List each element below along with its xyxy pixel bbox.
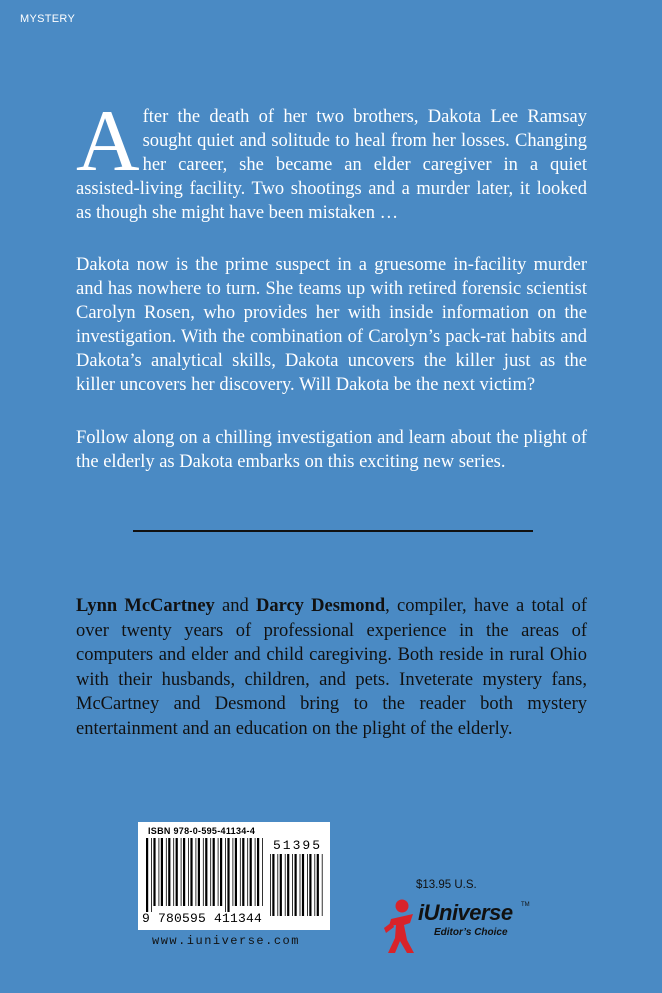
barcode-bar xyxy=(213,838,215,906)
barcode-bar xyxy=(153,838,155,906)
blurb-paragraph-3: Follow along on a chilling investigation and learn about the plight of the elderly as Dakota embarks on this exciting new series. xyxy=(76,428,587,472)
barcode-bar xyxy=(300,854,301,916)
barcode-bar xyxy=(247,838,248,906)
barcode-bar xyxy=(309,854,311,916)
barcode-bar xyxy=(210,838,211,906)
barcode-bar xyxy=(168,838,170,906)
bio-text: , compiler, have a total of over twenty years of professional experience in the areas of computers and elder and child caregiving. Both reside in rural Ohio with their husbands, children, and pets. Inveterate mystery fans, McCartney and Desmond bring to the reader both mystery entertainment and an education on the plight of the elderly. xyxy=(76,596,587,739)
barcode-bar xyxy=(181,838,182,906)
barcode-bar xyxy=(218,838,219,906)
publisher-tagline: Editor’s Choice xyxy=(434,927,508,938)
price-code-barcode xyxy=(270,854,324,916)
author-name-2: Darcy Desmond xyxy=(255,596,386,616)
price-label: $13.95 U.S. xyxy=(416,879,477,891)
barcode-bar xyxy=(242,838,244,906)
barcode-box xyxy=(138,822,330,930)
barcode-bar xyxy=(257,838,259,906)
barcode-bar xyxy=(285,854,286,916)
barcode-bar xyxy=(302,854,304,916)
barcode-bar xyxy=(151,838,152,912)
drop-cap: A xyxy=(76,93,140,190)
barcode-bar xyxy=(250,838,252,906)
section-divider xyxy=(133,530,533,532)
publisher-name: iUniverse xyxy=(418,900,513,925)
barcode-bar xyxy=(240,838,241,906)
barcode-bar xyxy=(220,838,222,906)
barcode-bar xyxy=(205,838,207,906)
barcode-bar xyxy=(292,854,293,916)
barcode-bar xyxy=(196,838,197,906)
barcode-bar xyxy=(225,838,226,912)
barcode-bar xyxy=(146,838,148,912)
barcode-bar xyxy=(203,838,204,906)
author-name-1: Lynn McCartney xyxy=(76,596,215,616)
barcode-bar xyxy=(190,838,192,906)
barcode-bar xyxy=(183,838,185,906)
barcode-bar xyxy=(270,854,271,916)
barcode-bar xyxy=(307,854,308,916)
figure-logo-icon xyxy=(382,898,422,954)
blurb-paragraph-1 xyxy=(76,93,587,225)
barcode-bar xyxy=(161,838,163,906)
author-bio xyxy=(76,594,587,741)
barcode-bar xyxy=(166,838,167,906)
barcode-bar xyxy=(235,838,237,906)
barcode-bar xyxy=(287,854,289,916)
ean-digits: 9 780595 411344 xyxy=(142,911,263,926)
barcode-bar xyxy=(322,854,323,916)
barcode-bar xyxy=(188,838,189,906)
publisher-logo xyxy=(382,898,542,956)
barcode-bar xyxy=(198,838,200,906)
genre-label: MYSTERY xyxy=(20,13,76,25)
barcode-bar xyxy=(317,854,319,916)
barcode-bar xyxy=(280,854,282,916)
barcode-bar xyxy=(176,838,178,906)
bio-conjunction: and xyxy=(214,596,256,616)
barcode-bar xyxy=(314,854,315,916)
blurb-paragraph-2: Dakota now is the prime suspect in a gruesome in-facility murder and has nowhere to turn. She teams up with retired forensic scientist Carolyn Rosen, who provides her with inside information on the investigation. With the combination of Carolyn’s pack-rat habits and Dakota’s analytical skills, Dakota uncovers the killer just as the killer uncovers her discovery. Will Dakota be the next victim? xyxy=(76,255,587,395)
barcode-bar xyxy=(173,838,174,906)
blurb-paragraph-1-text: fter the death of her two brothers, Dakota Lee Ramsay sought quiet and solitude to heal from her losses. Changing her career, she became an elder caregiver in a quiet assisted-living facility. Two shootings and a murder later, it looked as though she might have been mistaken … xyxy=(76,107,587,223)
publisher-website: www.iuniverse.com xyxy=(152,934,300,948)
isbn-label: ISBN 978-0-595-41134-4 xyxy=(148,826,256,836)
barcode-bar xyxy=(277,854,278,916)
barcode-bar xyxy=(159,838,160,906)
barcode-bar xyxy=(233,838,234,906)
barcode-bar xyxy=(295,854,297,916)
ean-barcode xyxy=(146,838,264,912)
barcode-bar xyxy=(227,838,229,912)
trademark-mark: TM xyxy=(521,902,530,908)
price-code-digits: 51395 xyxy=(273,838,323,853)
barcode-bar xyxy=(262,838,263,906)
barcode-bar xyxy=(255,838,256,906)
barcode-bar xyxy=(272,854,274,916)
